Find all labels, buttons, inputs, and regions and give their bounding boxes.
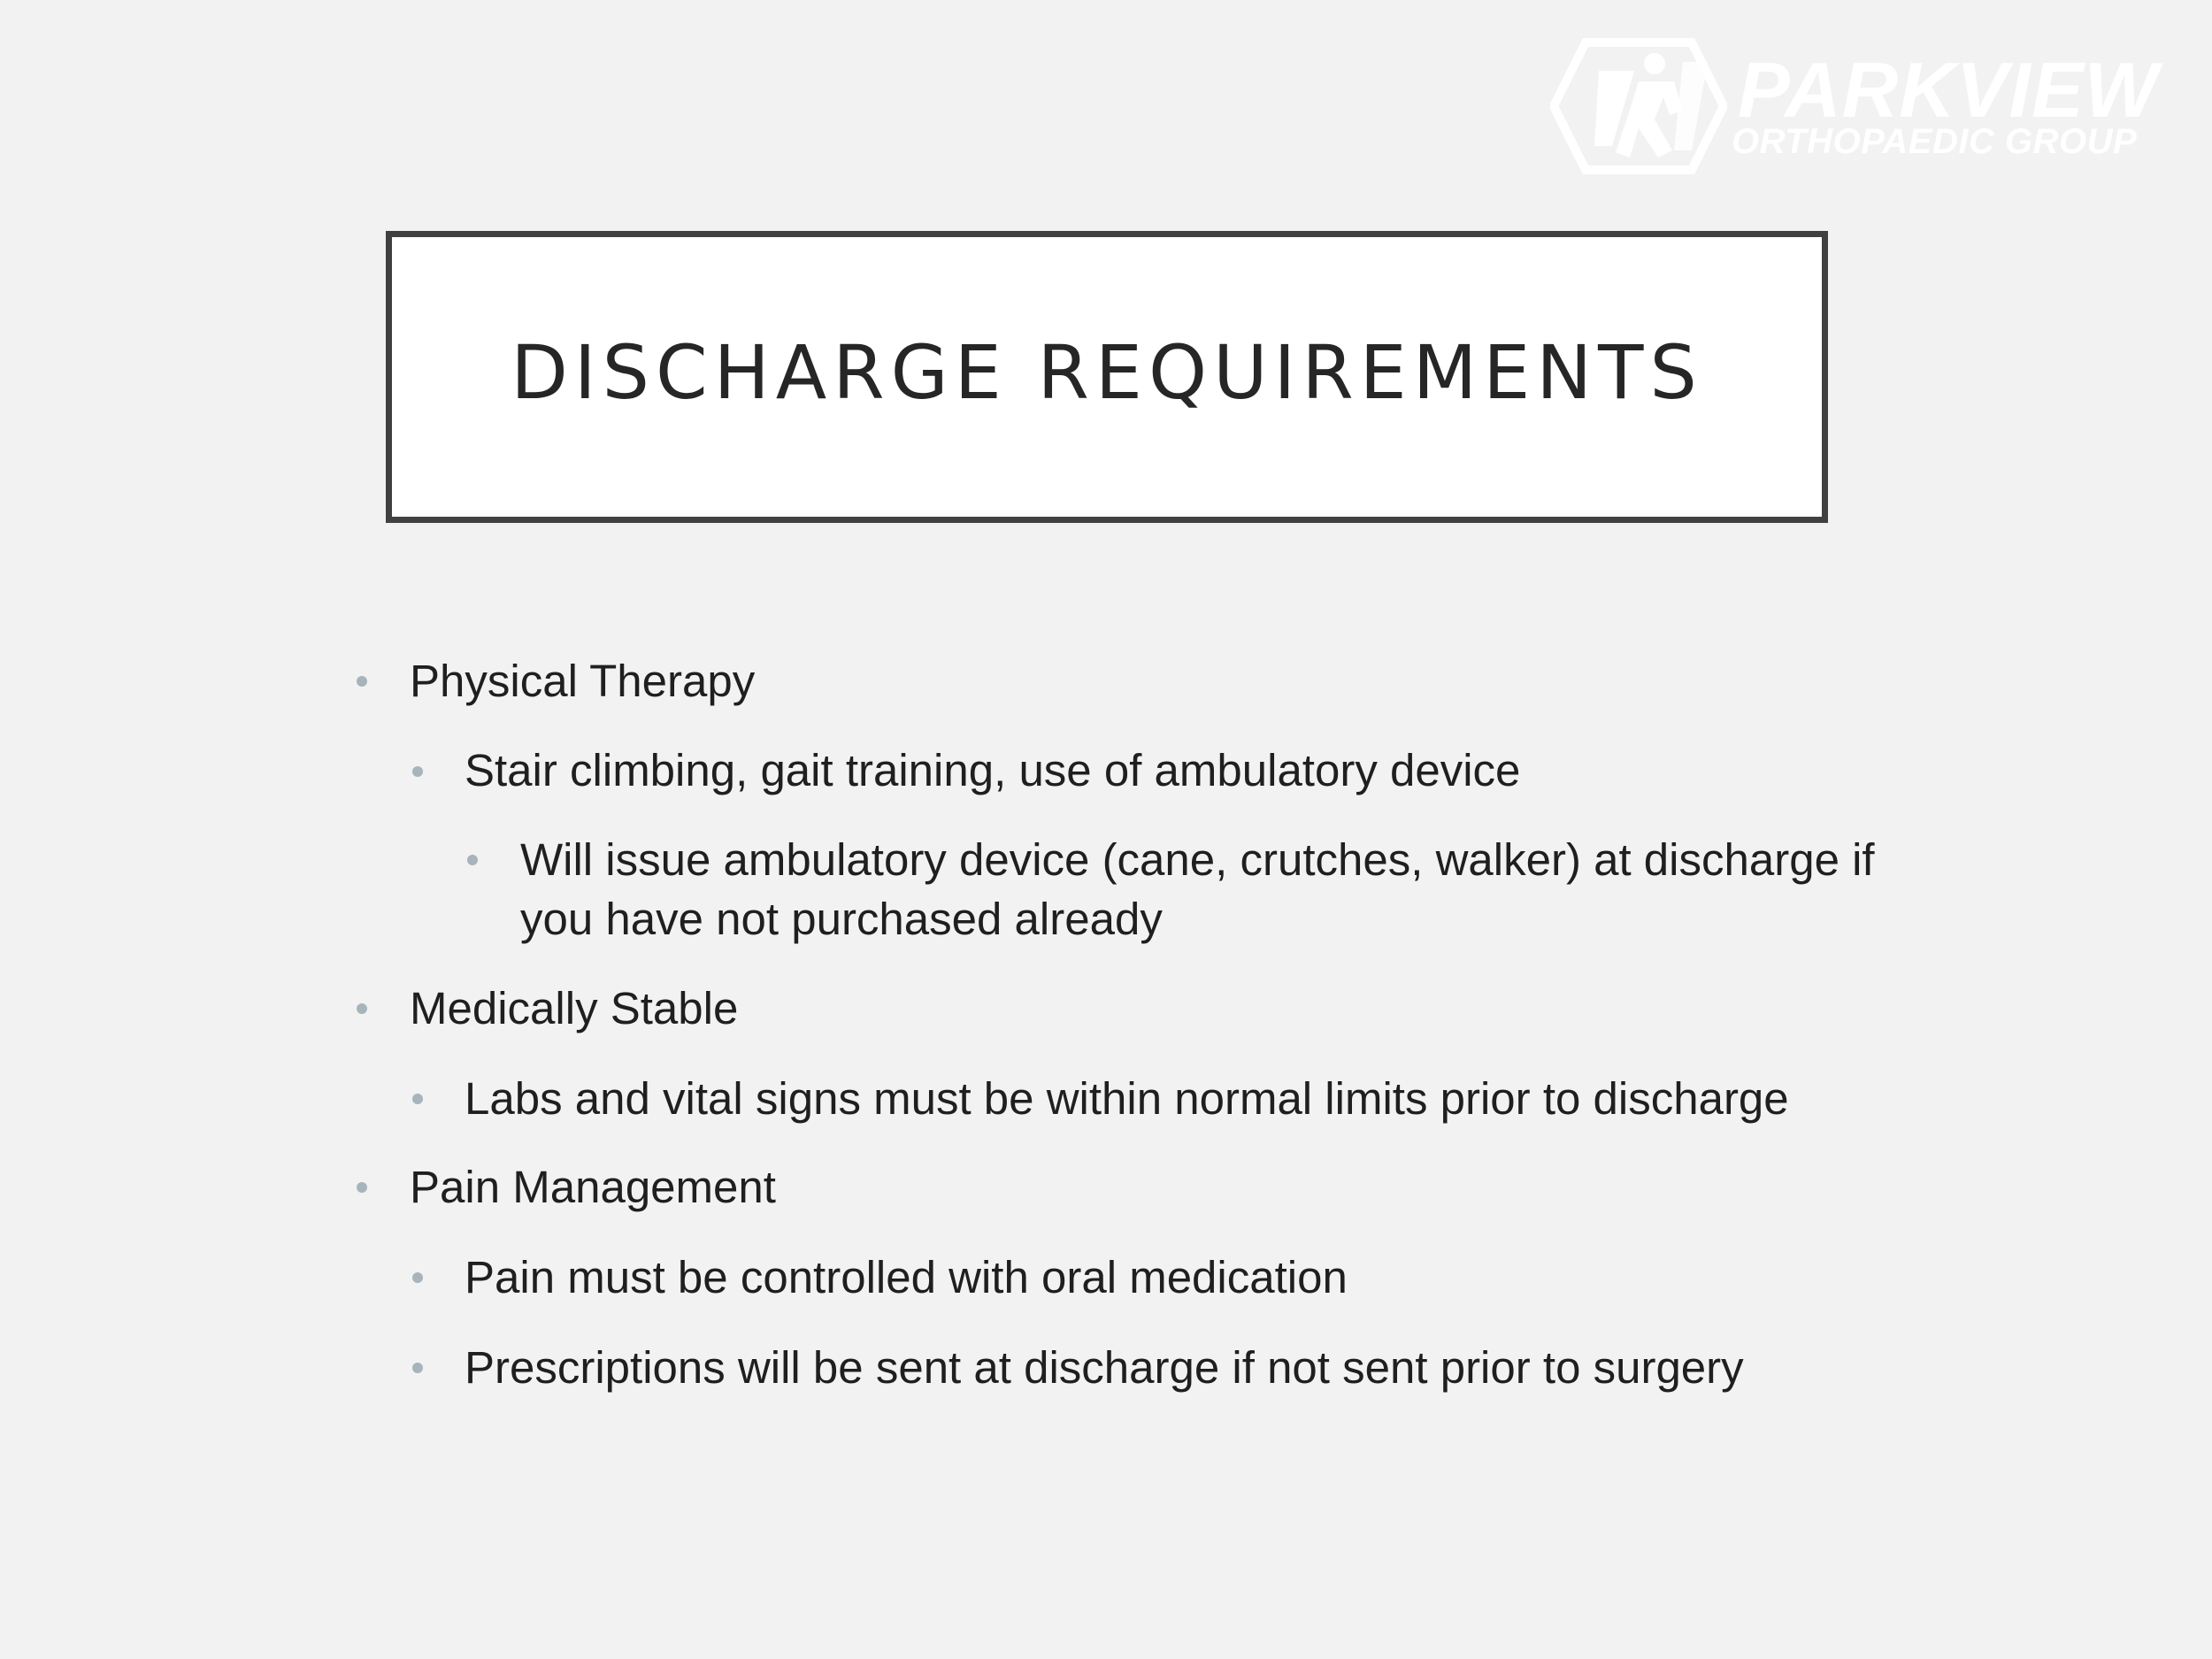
logo-name: PARKVIEW bbox=[1738, 46, 2159, 134]
bullet-dot bbox=[412, 1363, 423, 1373]
bullet-dot bbox=[412, 1272, 423, 1283]
bullet-item: Medically Stable bbox=[410, 983, 739, 1033]
bullet-item: Prescriptions will be sent at discharge if not sent prior to surgery bbox=[465, 1342, 1744, 1393]
logo-subtitle: ORTHOPAEDIC GROUP bbox=[1732, 122, 2138, 161]
bullet-item: Stair climbing, gait training, use of ambulatory device bbox=[465, 745, 1521, 795]
bullet-item: Pain must be controlled with oral medication bbox=[465, 1252, 1348, 1302]
bullet-item: Will issue ambulatory device (cane, crutches, walker) at discharge if bbox=[520, 834, 1875, 885]
page-title: DISCHARGE REQUIREMENTS bbox=[511, 329, 1703, 416]
bullet-item-continuation: you have not purchased already bbox=[520, 894, 1163, 944]
bullet-dot bbox=[467, 855, 478, 865]
bullet-dot bbox=[357, 676, 367, 687]
bullet-dot bbox=[412, 766, 423, 777]
bullet-item: Pain Management bbox=[410, 1162, 776, 1212]
bullet-item: Labs and vital signs must be within normal limits prior to discharge bbox=[465, 1073, 1789, 1124]
bullet-dot bbox=[412, 1094, 423, 1104]
bullet-item: Physical Therapy bbox=[410, 656, 756, 706]
bullet-dot bbox=[357, 1003, 367, 1014]
bullet-dot bbox=[357, 1182, 367, 1193]
